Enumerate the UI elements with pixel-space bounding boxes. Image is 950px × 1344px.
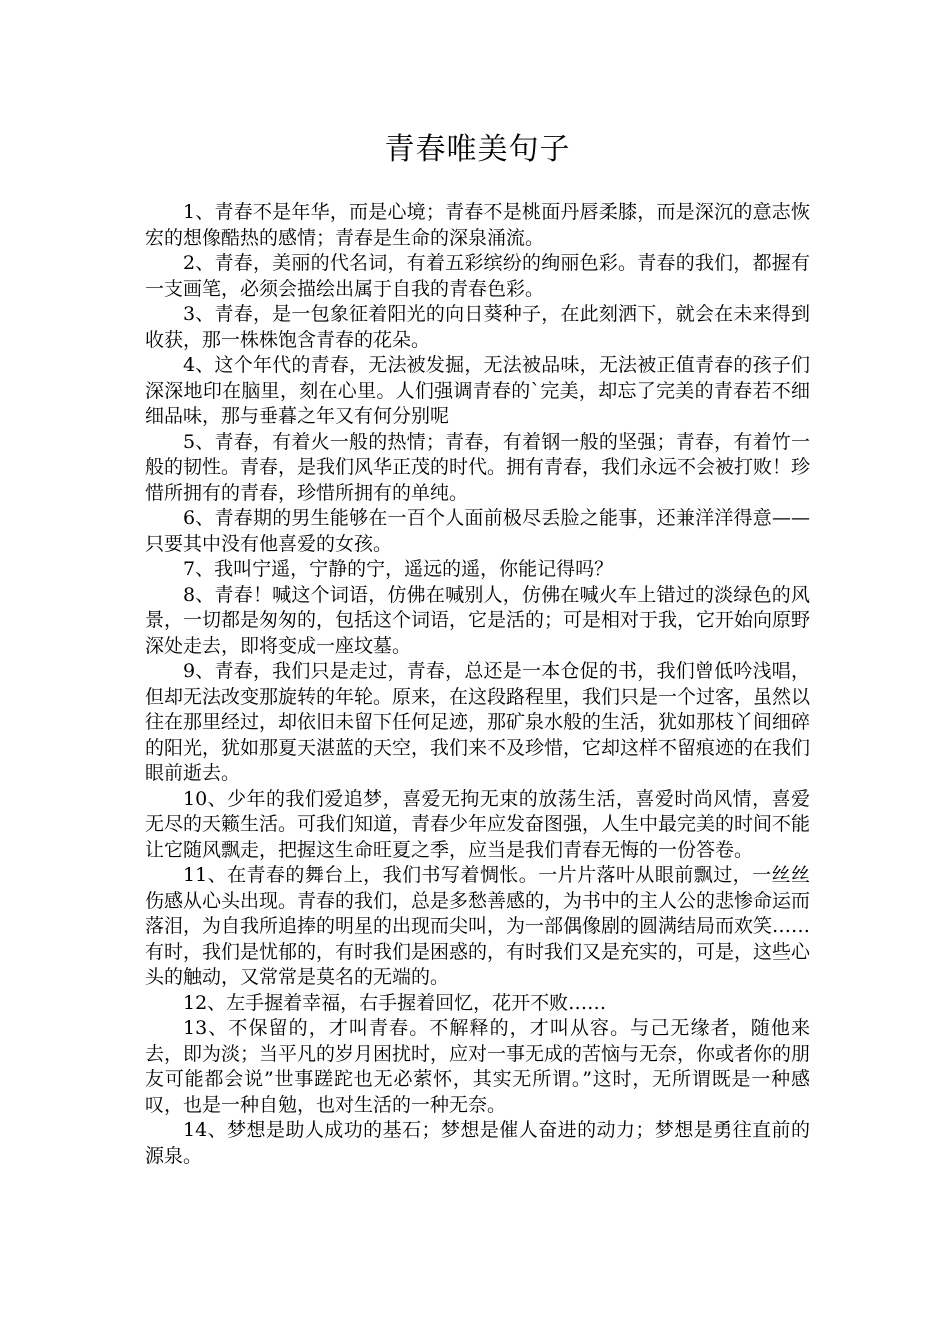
paragraph-6: 6、青春期的男生能够在一百个人面前极尽丢脸之能事，还兼洋洋得意——只要其中没有他喜爱的女孩。 <box>145 507 810 555</box>
paragraph-10: 10、少年的我们爱追梦，喜爱无拘无束的放荡生活，喜爱时尚风情，喜爱无尽的天籁生活。可我们知道，青春少年应发奋图强，人生中最完美的时间不能让它随风飘走，把握这生命旺夏之季，应当是我们青春无悔的一份答卷。 <box>145 787 811 861</box>
paragraph-9: 9、青春，我们只是走过，青春，总还是一本仓促的书，我们曾低吟浅唱，但却无法改变那旋转的年轮。原来，在这段路程里，我们只是一个过客，虽然以往在那里经过，却依旧未留下任何足迹，那矿泉水般的生活，犹如那枝丫间细碎的阳光，犹如那夏天湛蓝的天空，我们来不及珍惜，它却这样不留痕迹的在我们眼前逝去。 <box>145 660 811 784</box>
paragraph-13: 13、不保留的，才叫青春。不解释的，才叫从容。与己无缘者，随他来去，即为淡；当平凡的岁月困扰时，应对一事无成的苦恼与无奈，你或者你的朋友可能都会说”世事蹉跎也无必萦怀，其实无所谓。”这时，无所谓既是一种感叹，也是一种自勉，也对生活的一种无奈。 <box>145 1017 811 1116</box>
paragraph-8: 8、青春！喊这个词语，仿佛在喊别人，仿佛在喊火车上错过的淡绿色的风景，一切都是匆匆的，包括这个词语，它是活的；可是相对于我，它开始向原野深处走去，即将变成一座坟墓。 <box>145 583 811 657</box>
document-body <box>145 200 810 1169</box>
page-title: 青春唯美句子 <box>384 132 571 167</box>
paragraph-5: 5、青春，有着火一般的热情；青春，有着钢一般的坚强；青春，有着竹一般的韧性。青春，是我们风华正茂的时代。拥有青春，我们永远不会被打败！珍惜所拥有的青春，珍惜所拥有的单纯。 <box>145 430 811 504</box>
paragraph-2: 2、青春，美丽的代名词，有着五彩缤纷的绚丽色彩。青春的我们，都握有一支画笔，必须会描绘出属于自我的青春色彩。 <box>145 252 810 300</box>
document-page <box>145 128 810 1169</box>
paragraph-4: 4、这个年代的青春，无法被发掘，无法被品味，无法被正值青春的孩子们深深地印在脑里，刻在心里。人们强调青春的`完美，却忘了完美的青春若不细细品味，那与垂暮之年又有何分别呢 <box>145 354 810 427</box>
paragraph-7: 7、我叫宁遥，宁静的宁，遥远的遥，你能记得吗？ <box>183 558 614 580</box>
paragraph-14: 14、梦想是助人成功的基石；梦想是催人奋进的动力；梦想是勇往直前的源泉。 <box>145 1119 810 1167</box>
paragraph-12: 12、左手握着幸福，右手握着回忆，花开不败…… <box>183 991 607 1014</box>
paragraph-3: 3、青春，是一包象征着阳光的向日葵种子，在此刻洒下，就会在未来得到收获，那一株株饱含青春的花朵。 <box>145 303 810 351</box>
paragraph-11: 11、在青春的舞台上，我们书写着惆怅。一片片落叶从眼前飘过，一丝丝伤感从心头出现。青春的我们，总是多愁善感的，为书中的主人公的悲惨命运而落泪，为自我所追捧的明星的出现而尖叫，为一部偶像剧的圆满结局而欢笑……有时，我们是忧郁的，有时我们是困惑的，有时我们又是充实的，可是，这些心头的触动，又常常是莫名的无端的。 <box>145 864 811 988</box>
paragraph-1: 1、青春不是年华，而是心境；青春不是桃面丹唇柔膝，而是深沉的意志恢宏的想像酷热的感情；青春是生命的深泉涌流。 <box>145 201 810 249</box>
